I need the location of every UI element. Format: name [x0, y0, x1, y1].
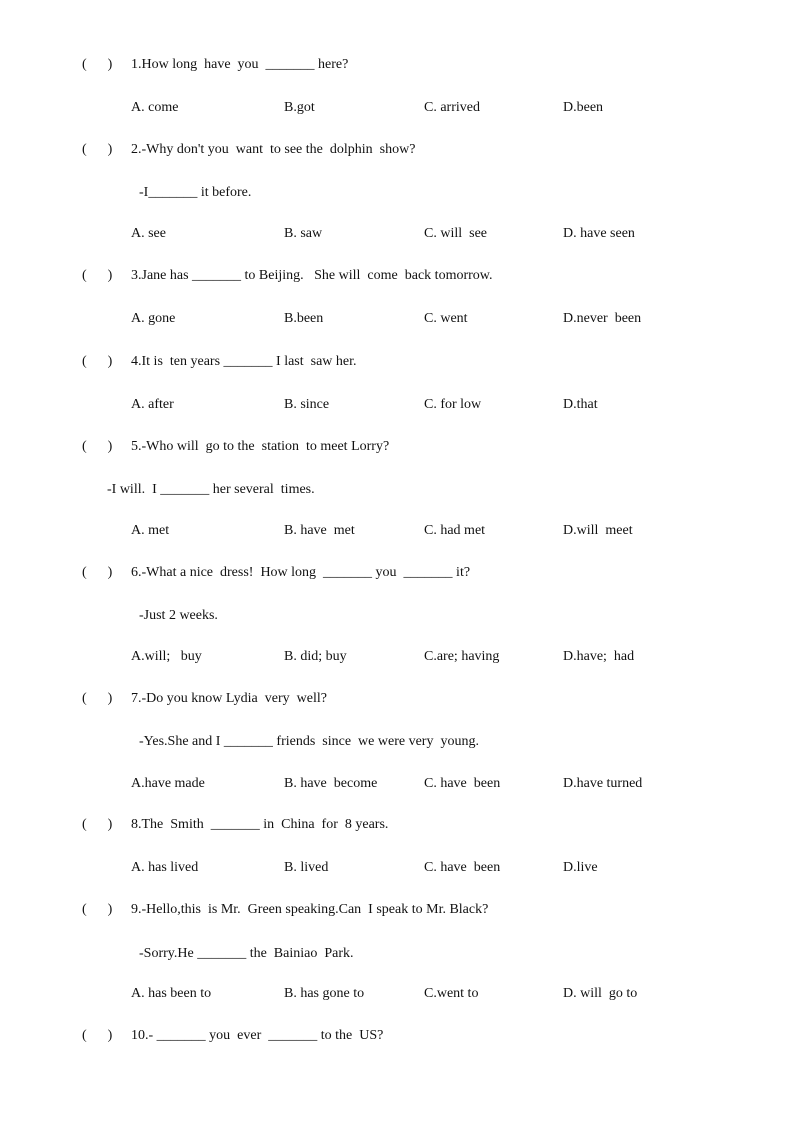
question-2-text: 2.-Why don't you want to see the dolphin show?	[131, 142, 416, 157]
q8-option-d: D.live	[563, 860, 598, 875]
q3-option-d: D.never been	[563, 311, 642, 326]
q9-option-d: D. will go to	[563, 986, 638, 1001]
answer-blank-1[interactable]: ( )	[82, 57, 113, 72]
question-7-reply: -Yes.She and I _______ friends since we were very young.	[139, 734, 479, 749]
answer-blank-3[interactable]: ( )	[82, 268, 113, 283]
answer-blank-10[interactable]: ( )	[82, 1028, 113, 1043]
q6-option-a: A.will; buy	[131, 649, 202, 664]
question-9-reply: -Sorry.He _______ the Bainiao Park.	[139, 946, 354, 961]
q1-option-d: D.been	[563, 100, 604, 115]
answer-blank-8[interactable]: ( )	[82, 817, 113, 832]
q4-option-b: B. since	[284, 397, 330, 412]
q6-option-b: B. did; buy	[284, 649, 347, 664]
answer-blank-7[interactable]: ( )	[82, 691, 113, 706]
q5-option-a: A. met	[131, 523, 170, 538]
q5-option-d: D.will meet	[563, 523, 633, 538]
question-1-text: 1.How long have you _______ here?	[131, 57, 349, 72]
question-10-text: 10.- _______ you ever _______ to the US?	[131, 1028, 384, 1043]
question-6-reply: -Just 2 weeks.	[139, 608, 218, 623]
q2-option-c: C. will see	[424, 226, 487, 241]
q9-option-a: A. has been to	[131, 986, 212, 1001]
q8-option-c: C. have been	[424, 860, 501, 875]
q2-option-d: D. have seen	[563, 226, 635, 241]
q1-option-c: C. arrived	[424, 100, 480, 115]
q9-option-b: B. has gone to	[284, 986, 365, 1001]
q1-option-b: B.got	[284, 100, 315, 115]
q7-option-d: D.have turned	[563, 776, 643, 791]
q7-option-a: A.have made	[131, 776, 205, 791]
q8-option-b: B. lived	[284, 860, 329, 875]
question-6-text: 6.-What a nice dress! How long _______ you _______ it?	[131, 565, 471, 580]
question-4-text: 4.It is ten years _______ I last saw her.	[131, 354, 357, 369]
q6-option-c: C.are; having	[424, 649, 500, 664]
question-5-text: 5.-Who will go to the station to meet Lorry?	[131, 439, 390, 454]
q4-option-c: C. for low	[424, 397, 482, 412]
question-9-text: 9.-Hello,this is Mr. Green speaking.Can I speak to Mr. Black?	[131, 902, 489, 917]
answer-blank-6[interactable]: ( )	[82, 565, 113, 580]
q2-option-a: A. see	[131, 226, 166, 241]
question-5-reply: -I will. I _______ her several times.	[107, 482, 315, 497]
q4-option-d: D.that	[563, 397, 598, 412]
q3-option-c: C. went	[424, 311, 468, 326]
q4-option-a: A. after	[131, 397, 174, 412]
question-2-reply: -I_______ it before.	[139, 185, 252, 200]
q2-option-b: B. saw	[284, 226, 323, 241]
q5-option-c: C. had met	[424, 523, 486, 538]
question-8-text: 8.The Smith _______ in China for 8 years.	[131, 817, 389, 832]
q3-option-b: B.been	[284, 311, 324, 326]
answer-blank-5[interactable]: ( )	[82, 439, 113, 454]
question-3-text: 3.Jane has _______ to Beijing. She will come back tomorrow.	[131, 268, 493, 283]
answer-blank-9[interactable]: ( )	[82, 902, 113, 917]
q1-option-a: A. come	[131, 100, 179, 115]
question-7-text: 7.-Do you know Lydia very well?	[131, 691, 327, 706]
q7-option-b: B. have become	[284, 776, 378, 791]
q7-option-c: C. have been	[424, 776, 501, 791]
q5-option-b: B. have met	[284, 523, 355, 538]
q9-option-c: C.went to	[424, 986, 479, 1001]
answer-blank-2[interactable]: ( )	[82, 142, 113, 157]
answer-blank-4[interactable]: ( )	[82, 354, 113, 369]
q8-option-a: A. has lived	[131, 860, 199, 875]
q3-option-a: A. gone	[131, 311, 176, 326]
q6-option-d: D.have; had	[563, 649, 635, 664]
